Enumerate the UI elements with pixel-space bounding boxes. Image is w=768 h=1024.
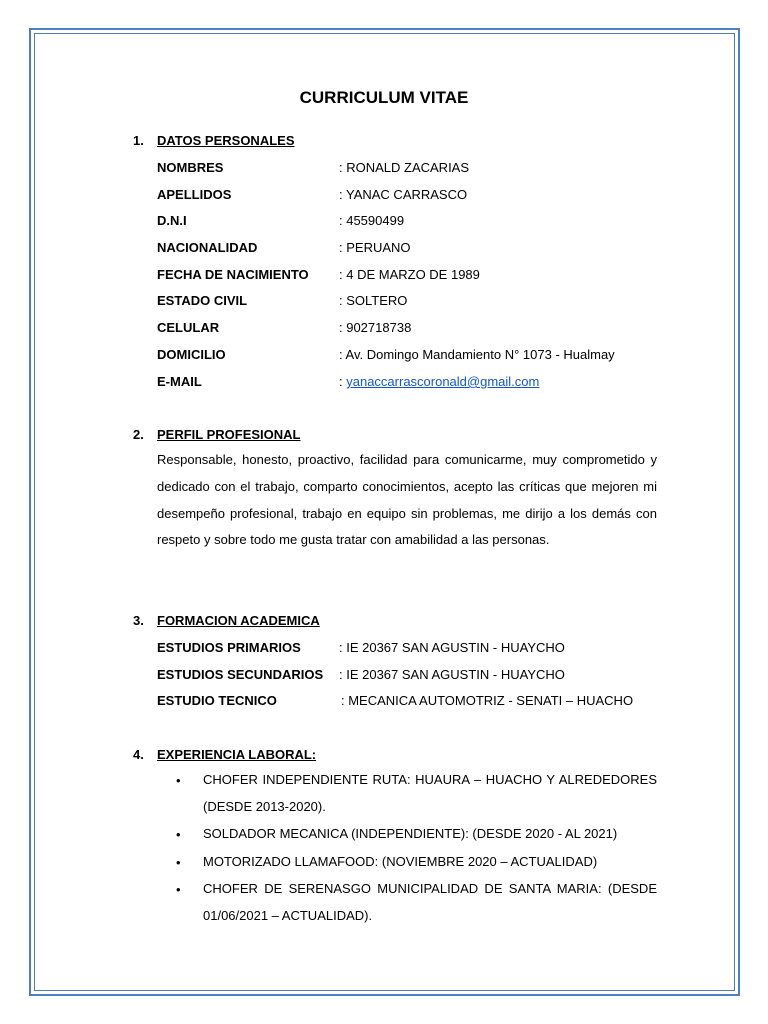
value-nacionalidad: : PERUANO <box>339 240 411 255</box>
label-apellidos: APELLIDOS <box>157 187 232 202</box>
bullet-marker: • <box>176 855 181 870</box>
label-nacionalidad: NACIONALIDAD <box>157 240 258 255</box>
profile-paragraph: Responsable, honesto, proactivo, facilidad para comunicarme, muy comprometido y dedicado con el trabajo, comparto conocimientos, acepto las críticas que mejoren mi desempeño profesional, trabajo en equipo sin problemas, me dirijo a los demás con respeto y sobre todo me gusta tratar con amabilidad a las personas. <box>157 452 657 548</box>
experience-item: CHOFER DE SERENASGO MUNICIPALIDAD DE SANTA MARIA: (DESDE 01/06/2021 – ACTUALIDAD). <box>203 881 657 923</box>
value-fecha-nacimiento: : 4 DE MARZO DE 1989 <box>339 267 480 282</box>
section-number-experience: 4. <box>133 747 144 762</box>
experience-item: MOTORIZADO LLAMAFOOD: (NOVIEMBRE 2020 – ACTUALIDAD) <box>203 854 598 869</box>
label-estudio-tecnico: ESTUDIO TECNICO <box>157 693 277 708</box>
value-estado-civil: : SOLTERO <box>339 293 408 308</box>
section-heading-experience: EXPERIENCIA LABORAL: <box>157 747 317 762</box>
label-celular: CELULAR <box>157 320 220 335</box>
value-estudio-tecnico: : MECANICA AUTOMOTRIZ - SENATI – HUACHO <box>341 693 634 708</box>
section-heading-personal: DATOS PERSONALES <box>157 133 295 148</box>
label-dni: D.N.I <box>157 213 187 228</box>
section-number-personal: 1. <box>133 133 144 148</box>
section-number-profile: 2. <box>133 427 144 442</box>
email-link[interactable]: yanaccarrascoronald@gmail.com <box>346 374 540 389</box>
bullet-marker: • <box>176 882 181 897</box>
bullet-marker: • <box>176 827 181 842</box>
value-dni: : 45590499 <box>339 213 405 228</box>
value-domicilio: : Av. Domingo Mandamiento N° 1073 - Hualmay <box>339 347 615 362</box>
label-estudios-secundarios: ESTUDIOS SECUNDARIOS <box>157 667 324 682</box>
label-email: E-MAIL <box>157 374 202 389</box>
value-email <box>339 374 539 389</box>
label-estado-civil: ESTADO CIVIL <box>157 293 248 308</box>
document-title: CURRICULUM VITAE <box>299 88 469 107</box>
section-heading-profile: PERFIL PROFESIONAL <box>157 427 301 442</box>
section-heading-education: FORMACION ACADEMICA <box>157 613 320 628</box>
label-nombres: NOMBRES <box>157 160 224 175</box>
section-number-education: 3. <box>133 613 144 628</box>
label-fecha-nacimiento: FECHA DE NACIMIENTO <box>157 267 309 282</box>
experience-item: SOLDADOR MECANICA (INDEPENDIENTE): (DESDE 2020 - AL 2021) <box>203 826 618 841</box>
value-apellidos: : YANAC CARRASCO <box>339 187 468 202</box>
experience-item: CHOFER INDEPENDIENTE RUTA: HUAURA – HUACHO Y ALREDEDORES (DESDE 2013-2020). <box>203 772 657 814</box>
value-celular: : 902718738 <box>339 320 412 335</box>
label-domicilio: DOMICILIO <box>157 347 226 362</box>
value-nombres: : RONALD ZACARIAS <box>339 160 470 175</box>
value-estudios-secundarios: : IE 20367 SAN AGUSTIN - HUAYCHO <box>339 667 565 682</box>
value-estudios-primarios: : IE 20367 SAN AGUSTIN - HUAYCHO <box>339 640 565 655</box>
label-estudios-primarios: ESTUDIOS PRIMARIOS <box>157 640 301 655</box>
email-prefix: : <box>339 374 347 389</box>
bullet-marker: • <box>176 773 181 788</box>
